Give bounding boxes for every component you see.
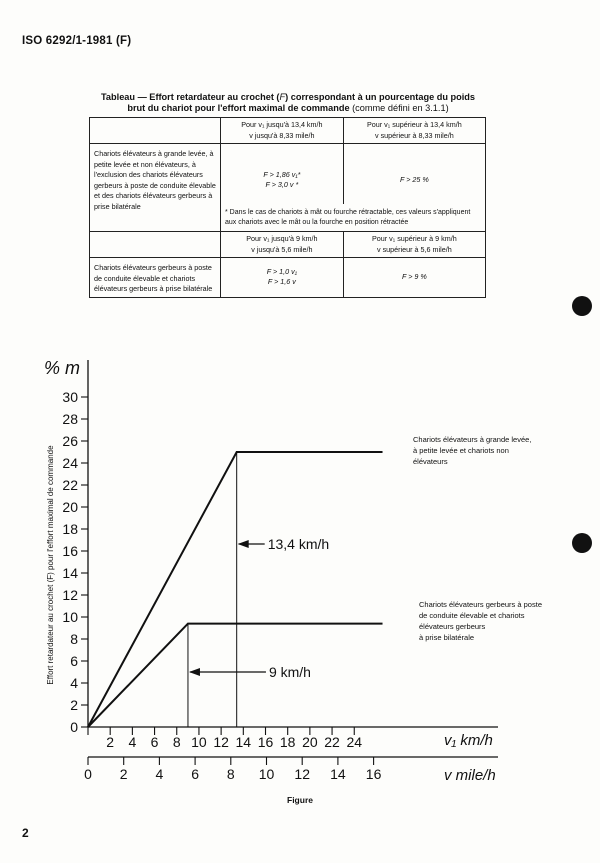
row-label: Chariots élévateurs à grande levée, à petite levée et non élévateurs, à l'exclusion des chariots élévateurs gerbeurs à poste de conduite élevable et des chariots élévateurs gerbeurs à prise bilatérale xyxy=(90,144,221,232)
y-tick-label: 8 xyxy=(70,631,78,647)
y-tick-label: 4 xyxy=(70,675,78,691)
document-header: ISO 6292/1-1981 (F) xyxy=(22,35,132,47)
x-tick-label-mph: 2 xyxy=(119,766,128,782)
table-cell xyxy=(90,232,221,258)
col-header: v supérieur à 8,33 mile/h xyxy=(375,130,454,140)
table-cell xyxy=(343,144,485,205)
table-row xyxy=(90,232,486,258)
y-axis-title: Effort retardateur au crochet (F) pour l'effort maximal de commande xyxy=(46,445,55,685)
y-tick-label: 10 xyxy=(62,609,78,625)
y-tick-label: 12 xyxy=(62,587,78,603)
annotation-13-4-kmh: 13,4 km/h xyxy=(267,536,330,552)
formula: F > 1,6 v xyxy=(267,277,296,287)
table-cell xyxy=(221,144,344,205)
y-tick-label: 26 xyxy=(62,433,78,449)
formula: F > 3,0 v * xyxy=(265,180,299,189)
margin-dot-icon xyxy=(572,296,592,316)
y-tick-label: 30 xyxy=(62,389,78,405)
legend-line-2c: élévateurs gerbeurs xyxy=(419,622,486,631)
value: F > 9 % xyxy=(401,272,427,281)
table-cell xyxy=(221,258,344,298)
x-tick-label-kmh: 16 xyxy=(257,734,274,750)
legend-line-1c: élévateurs xyxy=(413,457,448,466)
x-axis-title-mph: v mile/h xyxy=(444,767,496,784)
col-header: v jusqu'à 5,6 mile/h xyxy=(251,244,313,254)
x-tick-label-kmh: 14 xyxy=(235,734,252,750)
table-cell xyxy=(343,232,485,258)
x-tick-label-kmh: 6 xyxy=(150,734,159,750)
value: F > 25 % xyxy=(399,174,429,184)
y-tick-label: 0 xyxy=(70,719,78,735)
arrow-head-icon xyxy=(238,540,249,548)
table-cell xyxy=(90,118,221,144)
arrow-head-icon xyxy=(189,668,200,676)
table-cell xyxy=(343,118,485,144)
y-tick-label: 6 xyxy=(70,653,78,669)
x-tick-label-kmh: 22 xyxy=(324,734,340,750)
series-line-1 xyxy=(88,452,383,727)
table-row xyxy=(90,258,486,298)
page-number: 2 xyxy=(22,826,29,840)
col-header: Pour v₁ jusqu'à 9 km/h xyxy=(246,234,318,243)
table-cell xyxy=(343,258,485,298)
x-tick-label-kmh: 8 xyxy=(172,734,181,750)
y-tick-label: 18 xyxy=(62,521,78,537)
x-tick-label-kmh: 24 xyxy=(346,734,363,750)
col-header: v supérieur à 5,6 mile/h xyxy=(377,244,452,254)
table-cell xyxy=(221,232,344,258)
y-tick-label: 28 xyxy=(62,411,78,427)
legend-line-2b: de conduite élevable et chariots xyxy=(419,611,525,620)
legend-line-1b: à petite levée et chariots non xyxy=(413,446,509,455)
y-tick-label: 20 xyxy=(62,499,78,515)
x-tick-label-kmh: 18 xyxy=(279,734,296,750)
x-tick-label-mph: 4 xyxy=(155,766,164,782)
x-tick-label-kmh: 4 xyxy=(128,734,137,750)
formula: F > 1,0 v₁ xyxy=(266,266,298,276)
x-tick-label-mph: 14 xyxy=(330,766,346,782)
caption-part-3: (comme défini en 3.1.1) xyxy=(349,103,449,113)
table-cell xyxy=(221,118,344,144)
col-header: Pour v₁ supérieur à 9 km/h xyxy=(372,234,457,243)
x-tick-label-kmh: 2 xyxy=(106,734,115,750)
x-tick-label-mph: 16 xyxy=(365,766,382,782)
y-tick-label: 24 xyxy=(62,455,78,471)
x-tick-label-kmh: 10 xyxy=(191,734,207,750)
x-tick-label-mph: 0 xyxy=(84,766,92,782)
requirements-table xyxy=(89,117,486,298)
y-unit-label: % m xyxy=(44,358,80,378)
y-tick-label: 22 xyxy=(62,477,78,493)
y-tick-label: 16 xyxy=(62,543,78,559)
col-header: Pour v₁ supérieur à 13,4 km/h xyxy=(367,120,462,129)
legend-line-2a: Chariots élévateurs gerbeurs à poste xyxy=(419,600,542,609)
x-tick-label-kmh: 20 xyxy=(302,734,318,750)
legend-line-2d: à prise bilatérale xyxy=(419,633,475,642)
y-tick-label: 14 xyxy=(62,565,78,581)
caption-part-2: ) correspondant à un pourcentage du poids brut du chariot pour l'effort maximal de commande xyxy=(127,92,476,113)
x-tick-label-mph: 8 xyxy=(226,766,235,782)
x-tick-label-kmh: 12 xyxy=(213,734,229,750)
table-row xyxy=(90,144,486,205)
formula: F > 1,86 v₁* xyxy=(263,169,301,179)
table-row xyxy=(90,118,486,144)
x-tick-label-mph: 12 xyxy=(294,766,310,782)
speed-chart xyxy=(0,350,600,790)
figure-caption: Figure xyxy=(287,795,313,805)
x-tick-label-mph: 10 xyxy=(258,766,275,782)
footnote: * Dans le cas de chariots à mât ou fourche rétractable, ces valeurs s'appliquent aux chariots avec le mât ou la fourche en position rétractée xyxy=(221,204,486,232)
col-header: v jusqu'à 8,33 mile/h xyxy=(249,130,315,140)
table-caption xyxy=(92,92,484,114)
row-label: Chariots élévateurs gerbeurs à poste de conduite élevable et chariots élévateurs gerbeurs à prise bilatérale xyxy=(90,258,221,298)
x-tick-label-mph: 6 xyxy=(191,766,199,782)
col-header: Pour v₁ jusqu'à 13,4 km/h xyxy=(241,120,323,129)
caption-part-1: Tableau — Effort retardateur au crochet ( xyxy=(100,92,280,102)
caption-variable: F xyxy=(279,92,286,102)
legend-line-1a: Chariots élévateurs à grande levée, xyxy=(413,435,532,444)
series-line-2 xyxy=(88,624,383,727)
y-tick-label: 2 xyxy=(70,697,78,713)
x-axis-title-kmh: v₁ km/h xyxy=(444,732,493,749)
annotation-9-kmh: 9 km/h xyxy=(268,664,311,680)
